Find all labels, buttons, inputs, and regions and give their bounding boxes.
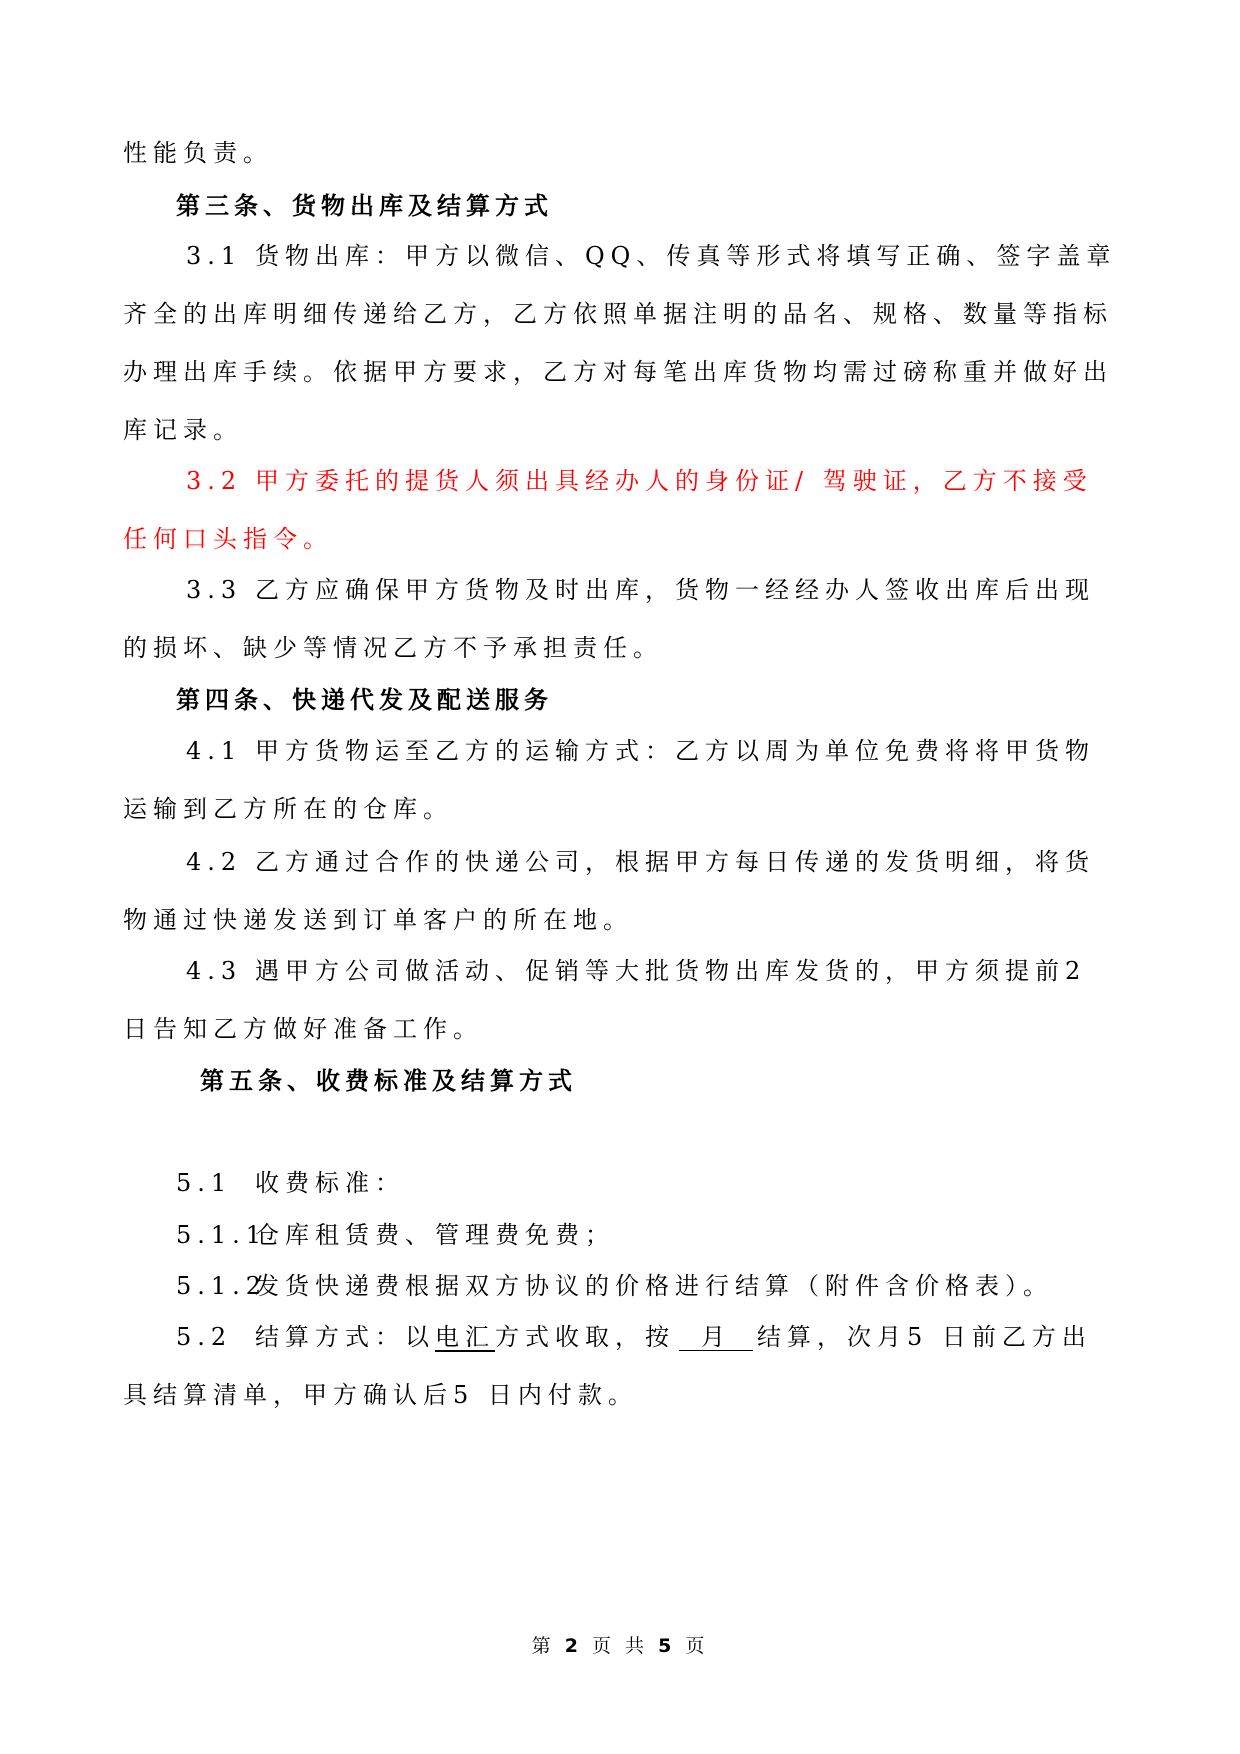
- page-footer: [0, 1631, 1240, 1658]
- payment-method-field: 电汇: [435, 1323, 495, 1351]
- section-heading-3: 第三条、货物出库及结算方式: [176, 192, 553, 220]
- clause-number-5-1-2: 5.1.2: [176, 1272, 268, 1300]
- clause-4-1-line: 运输到乙方所在的仓库。: [123, 795, 453, 823]
- clause-5-2-text: 方式收取，按: [495, 1323, 675, 1351]
- clause-3-2-line: 甲方委托的提货人须出具经办人的身份证/ 驾驶证，乙方不接受: [255, 467, 1093, 495]
- clause-3-1-line: 货物出库：甲方以微信、QQ、传真等形式将填写正确、签字盖章: [255, 242, 1117, 270]
- clause-number-4-2: 4.2: [186, 848, 243, 876]
- clause-3-1-line: 办理出库手续。依据甲方要求，乙方对每笔出库货物均需过磅称重并做好出: [123, 358, 1113, 386]
- clause-3-3-line: 的损坏、缺少等情况乙方不予承担责任。: [123, 634, 663, 662]
- clause-number-5-1-1: 5.1.1: [176, 1221, 268, 1249]
- footer-text: 第: [531, 1635, 555, 1657]
- clause-4-2-line: 乙方通过合作的快递公司，根据甲方每日传递的发货明细，将货: [255, 848, 1095, 876]
- total-page-number: 5: [658, 1635, 676, 1657]
- clause-4-2-line: 物通过快递发送到订单客户的所在地。: [123, 906, 633, 934]
- clause-number-5-1: 5.1: [176, 1169, 233, 1197]
- clause-number-4-1: 4.1: [186, 737, 243, 765]
- settlement-period-field: 月: [679, 1324, 753, 1351]
- clause-5-1-line: 收费标准：: [255, 1169, 405, 1197]
- clause-3-3-line: 乙方应确保甲方货物及时出库，货物一经经办人签收出库后出现: [255, 576, 1095, 604]
- clause-5-1-1-line: 仓库租赁费、管理费免费；: [255, 1221, 615, 1249]
- clause-5-2-line: [255, 1322, 1092, 1352]
- clause-5-2-text: 结算方式：以: [255, 1323, 435, 1351]
- clause-number-3-2: 3.2: [186, 467, 243, 495]
- footer-text: 页: [685, 1635, 709, 1657]
- paragraph-line: 性能负责。: [123, 139, 273, 167]
- footer-text: 页 共: [591, 1635, 649, 1657]
- clause-number-5-2: 5.2: [176, 1323, 233, 1351]
- clause-4-3-line: 日告知乙方做好准备工作。: [123, 1015, 483, 1043]
- clause-number-4-3: 4.3: [186, 957, 243, 985]
- clause-4-1-line: 甲方货物运至乙方的运输方式：乙方以周为单位免费将将甲货物: [255, 737, 1095, 765]
- clause-5-2-line: 具结算清单，甲方确认后5 日内付款。: [123, 1381, 638, 1409]
- clause-number-3-1: 3.1: [186, 242, 243, 270]
- clause-5-1-2-line: 发货快递费根据双方协议的价格进行结算（附件含价格表）。: [255, 1272, 1053, 1300]
- section-heading-4: 第四条、快递代发及配送服务: [176, 686, 553, 714]
- clause-4-3-line: 遇甲方公司做活动、促销等大批货物出库发货的，甲方须提前2: [255, 957, 1087, 985]
- clause-3-1-line: 齐全的出库明细传递给乙方，乙方依照单据注明的品名、规格、数量等指标: [123, 300, 1113, 328]
- clause-3-1-line: 库记录。: [123, 416, 243, 444]
- section-heading-5: 第五条、收费标准及结算方式: [200, 1067, 577, 1095]
- clause-3-2-line: 任何口头指令。: [123, 525, 333, 553]
- clause-number-3-3: 3.3: [186, 576, 243, 604]
- clause-5-2-text: 结算，次月5 日前乙方出: [757, 1323, 1092, 1351]
- current-page-number: 2: [564, 1635, 582, 1657]
